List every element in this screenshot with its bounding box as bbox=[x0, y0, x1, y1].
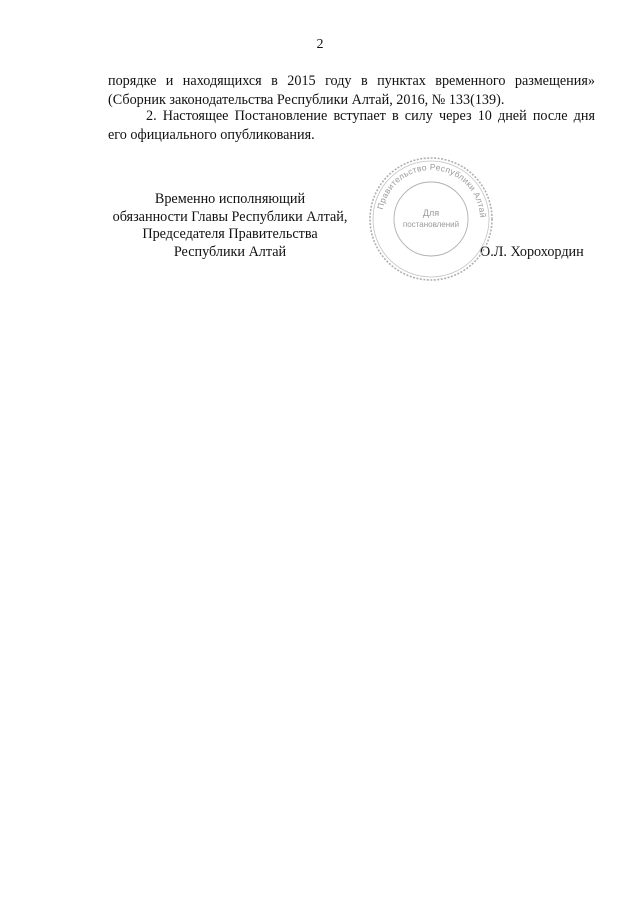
paragraph-effective-date bbox=[108, 107, 595, 144]
paragraph-2-line-1: 2. Настоящее Постановление вступает в силу через 10 дней после дня bbox=[146, 108, 595, 124]
paragraph-continuation bbox=[108, 72, 595, 109]
seal-center-ring bbox=[394, 182, 468, 256]
paragraph-1-line-1: порядке и находящихся в 2015 году в пунктах временного размещения» bbox=[108, 73, 595, 89]
seal-inner-ring bbox=[373, 161, 489, 277]
signer-title-line-1: Временно исполняющий bbox=[154, 191, 306, 207]
page-number: 2 bbox=[316, 37, 324, 52]
signer-title-line-2: обязанности Главы Республики Алтай, bbox=[112, 208, 348, 225]
seal-outer-ring bbox=[370, 158, 492, 280]
signer-title bbox=[90, 191, 370, 261]
seal-center-line-2: постановлений bbox=[402, 220, 460, 229]
signer-title-line-4: Республики Алтай bbox=[173, 243, 287, 260]
signer-name: О.Л. Хорохордин bbox=[480, 244, 584, 260]
paragraph-2-line-2: его официального опубликования. bbox=[108, 126, 315, 143]
paragraph-1-line-2: (Сборник законодательства Республики Алтай, 2016, № 133(139). bbox=[108, 91, 505, 108]
official-seal-stamp bbox=[367, 155, 495, 283]
signer-title-line-3: Председателя Правительства bbox=[142, 226, 318, 242]
seal-center-line-1: Для bbox=[422, 208, 440, 218]
seal-outer-text: Правительство Республики Алтай bbox=[375, 161, 489, 219]
